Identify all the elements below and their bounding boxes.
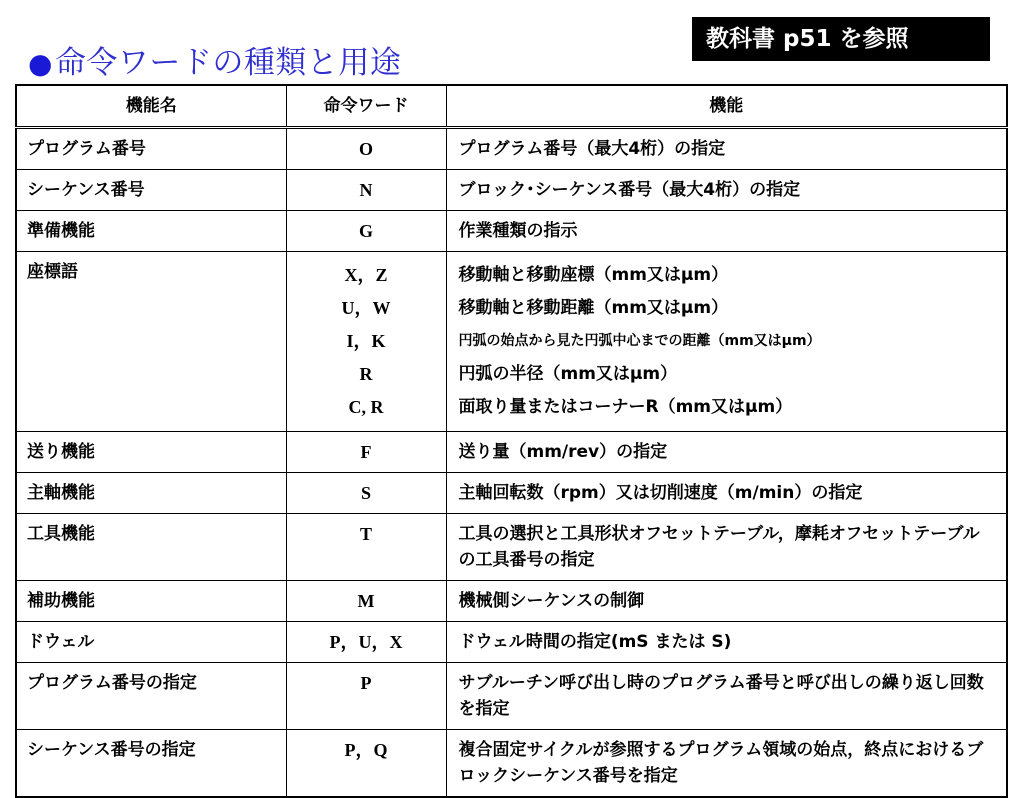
function-cell (446, 252, 1007, 432)
header-function: 機能 (446, 85, 1007, 128)
function-line: 円弧の半径（mm又はμm） (458, 364, 678, 384)
command-word-table (15, 84, 1008, 798)
command-word-line: X，Z (344, 265, 388, 285)
function-cell: 送り量（mm/rev）の指定 (446, 432, 1007, 473)
function-name-cell: 座標語 (16, 252, 286, 432)
command-word-cell: O (286, 128, 446, 170)
table-row (16, 581, 1007, 622)
page-title (28, 37, 401, 82)
command-word-cell: F (286, 432, 446, 473)
function-cell: 機械側シーケンスの制御 (446, 581, 1007, 622)
function-name-cell: ドウェル (16, 622, 286, 663)
command-word-line: C, R (348, 397, 384, 417)
table-header-row (16, 85, 1007, 128)
function-line: 移動軸と移動距離（mm又はμm） (458, 298, 729, 318)
function-name-cell: 送り機能 (16, 432, 286, 473)
function-line: 円弧の始点から見た円弧中心までの距離（mm又はμm） (458, 333, 821, 349)
command-word-cell: P (286, 663, 446, 730)
bullet-icon: ● (28, 47, 53, 80)
table-row (16, 663, 1007, 730)
function-cell: ドウェル時間の指定(mS または S) (446, 622, 1007, 663)
command-word-cell: P，U，X (286, 622, 446, 663)
table-row (16, 211, 1007, 252)
function-name-cell: 工具機能 (16, 514, 286, 581)
table-row (16, 128, 1007, 170)
command-word-line: U，W (341, 298, 391, 318)
command-word-cell (286, 252, 446, 432)
command-word-line: I，K (346, 331, 386, 351)
command-word-line: R (359, 364, 373, 384)
textbook-reference-badge: 教科書 p51 を参照 (692, 17, 990, 61)
table-row (16, 473, 1007, 514)
function-cell: 主軸回転数（rpm）又は切削速度（m/min）の指定 (446, 473, 1007, 514)
function-cell: サブルーチン呼び出し時のプログラム番号と呼び出しの繰り返し回数を指定 (446, 663, 1007, 730)
function-name-cell: プログラム番号の指定 (16, 663, 286, 730)
function-cell: 工具の選択と工具形状オフセットテーブル，摩耗オフセットテーブルの工具番号の指定 (446, 514, 1007, 581)
function-name-cell: 準備機能 (16, 211, 286, 252)
header-command-word: 命令ワード (286, 85, 446, 128)
function-name-cell: 主軸機能 (16, 473, 286, 514)
function-name-cell: シーケンス番号の指定 (16, 730, 286, 798)
command-word-cell: T (286, 514, 446, 581)
table-row (16, 252, 1007, 432)
function-cell: 複合固定サイクルが参照するプログラム領域の始点，終点におけるブロックシーケンス番号を指定 (446, 730, 1007, 798)
table-row (16, 170, 1007, 211)
function-name-cell: 補助機能 (16, 581, 286, 622)
command-word-cell: S (286, 473, 446, 514)
table-row (16, 622, 1007, 663)
function-line: 面取り量またはコーナーR（mm又はμm） (458, 397, 793, 417)
function-cell: ブロック･シーケンス番号（最大4桁）の指定 (446, 170, 1007, 211)
table-row (16, 514, 1007, 581)
function-name-cell: プログラム番号 (16, 128, 286, 170)
function-cell: 作業種類の指示 (446, 211, 1007, 252)
command-word-cell: G (286, 211, 446, 252)
page-title-text: 命令ワードの種類と用途 (54, 45, 402, 81)
header-function-name: 機能名 (16, 85, 286, 128)
command-word-cell: N (286, 170, 446, 211)
table-row (16, 730, 1007, 798)
command-word-cell: M (286, 581, 446, 622)
command-word-cell: P，Q (286, 730, 446, 798)
function-name-cell: シーケンス番号 (16, 170, 286, 211)
function-line: 移動軸と移動座標（mm又はμm） (458, 265, 729, 285)
table-row (16, 432, 1007, 473)
function-cell: プログラム番号（最大4桁）の指定 (446, 128, 1007, 170)
